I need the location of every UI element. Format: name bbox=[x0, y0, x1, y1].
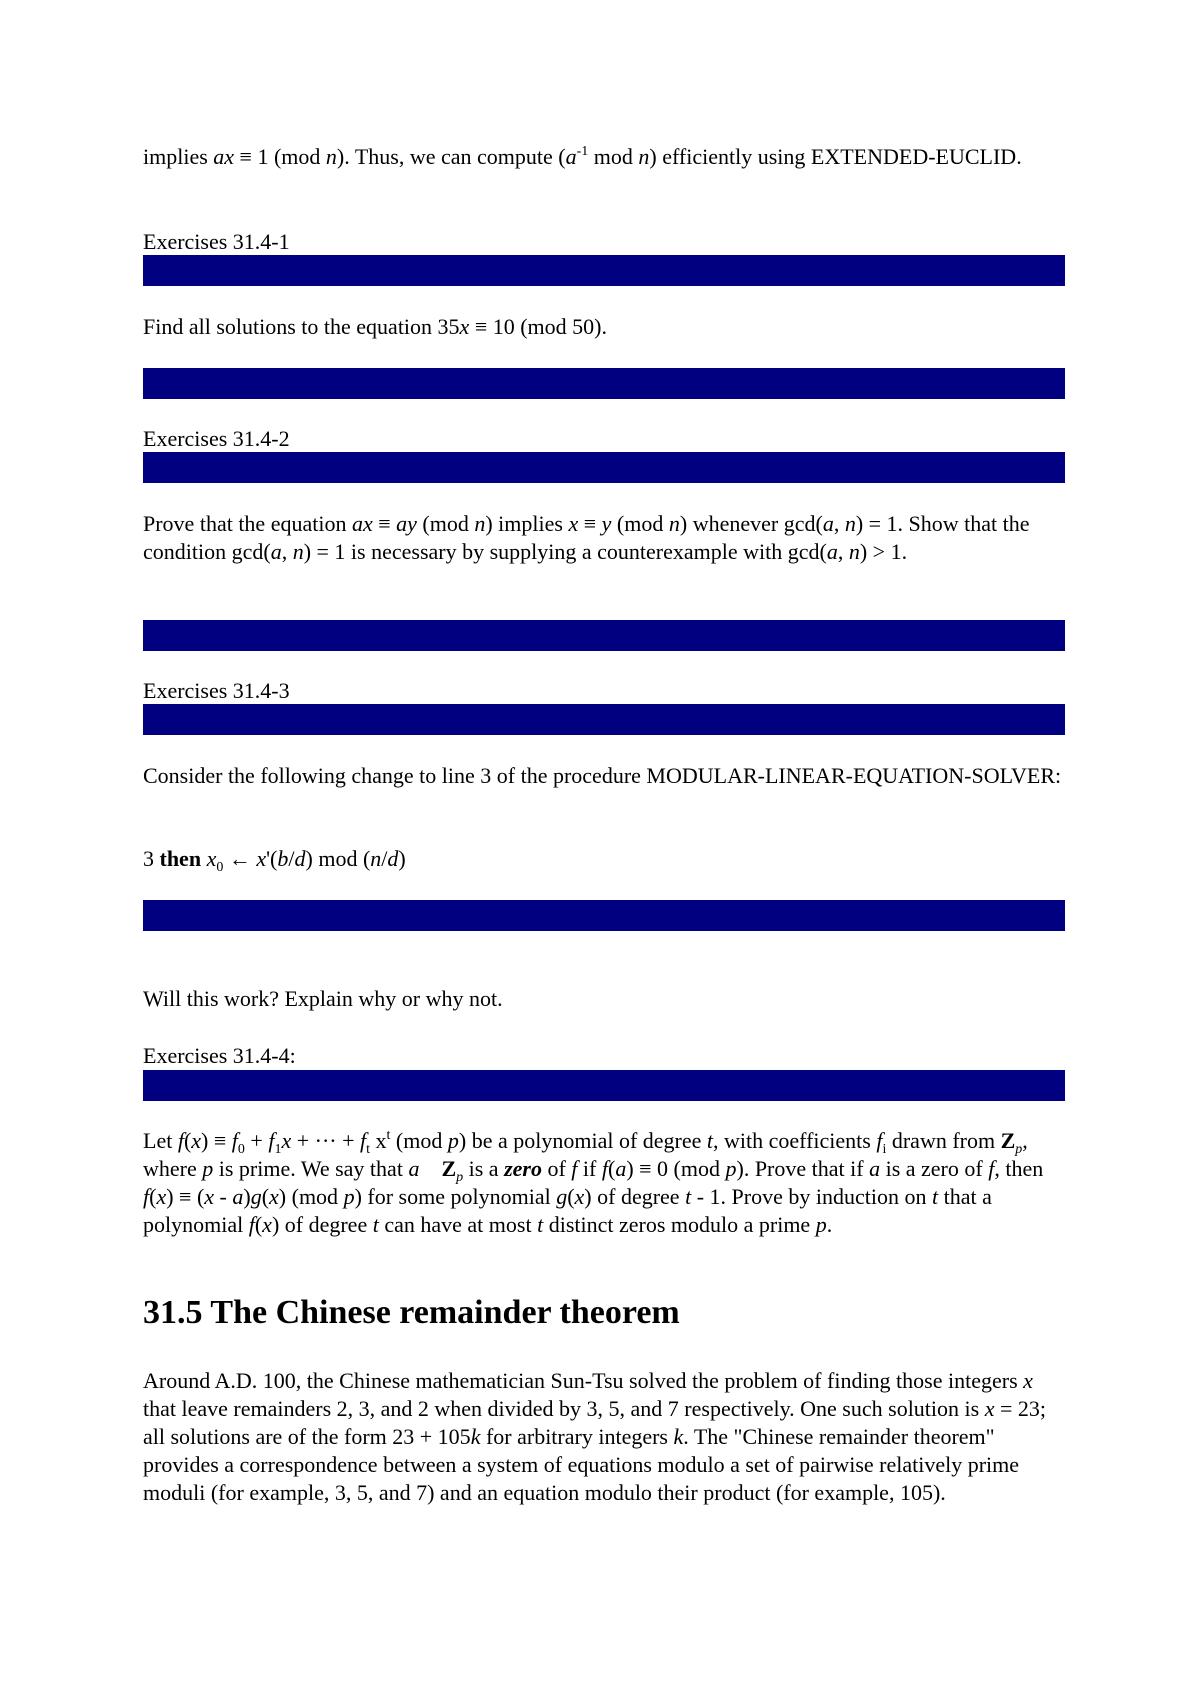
text: 3 bbox=[143, 846, 160, 871]
exercise-text-1 bbox=[143, 313, 1065, 341]
text: , bbox=[833, 511, 845, 536]
text: - 1. Prove by induction on bbox=[691, 1184, 932, 1209]
var: n bbox=[325, 144, 337, 169]
var: a bbox=[565, 144, 577, 169]
var: g bbox=[556, 1184, 568, 1209]
exercise-heading-1: Exercises 31.4-1 bbox=[143, 229, 290, 254]
superscript: -1 bbox=[576, 144, 589, 159]
var: x bbox=[269, 1184, 279, 1209]
var: n bbox=[292, 539, 304, 564]
exercise-text-2 bbox=[143, 510, 1065, 566]
text: ) bbox=[243, 1184, 251, 1209]
subscript: 1 bbox=[274, 1142, 282, 1157]
text: , bbox=[281, 539, 293, 564]
text: , where bbox=[143, 1128, 1028, 1181]
var: x bbox=[156, 1184, 167, 1209]
text: ) for some polynomial bbox=[354, 1184, 557, 1209]
text: x bbox=[370, 1128, 387, 1153]
text: ( bbox=[149, 1184, 157, 1209]
var: t bbox=[931, 1184, 939, 1209]
text: + ··· + bbox=[291, 1128, 361, 1153]
section-bar bbox=[143, 452, 1065, 483]
var: f bbox=[231, 1128, 238, 1153]
text: ) be a polynomial of degree bbox=[458, 1128, 707, 1153]
text: ≡ 1 (mod bbox=[234, 144, 326, 169]
var: x bbox=[204, 1184, 215, 1209]
text: that a polynomial bbox=[143, 1184, 992, 1237]
text: / bbox=[381, 846, 388, 871]
var: x bbox=[281, 1128, 292, 1153]
var: x bbox=[256, 846, 267, 871]
section-paragraph bbox=[143, 1367, 1065, 1507]
exercise-text-4 bbox=[143, 1127, 1065, 1239]
text: of bbox=[541, 1156, 572, 1181]
var: a bbox=[615, 1156, 627, 1181]
var: p bbox=[202, 1156, 214, 1181]
var: p bbox=[343, 1184, 355, 1209]
text: Find all solutions to the equation 35 bbox=[143, 314, 460, 339]
text bbox=[419, 1156, 441, 1181]
section-bar bbox=[143, 704, 1065, 735]
var: x bbox=[206, 846, 217, 871]
var: n bbox=[474, 511, 486, 536]
text: (mod bbox=[390, 1128, 448, 1153]
var: a bbox=[408, 1156, 420, 1181]
text: (mod bbox=[611, 511, 669, 536]
var: f bbox=[268, 1128, 275, 1153]
var: a bbox=[822, 511, 834, 536]
var: f bbox=[876, 1128, 883, 1153]
var: y bbox=[601, 511, 612, 536]
text: / bbox=[288, 846, 295, 871]
var: k bbox=[470, 1424, 481, 1449]
text: ) of degree bbox=[271, 1212, 373, 1237]
section-bar bbox=[143, 255, 1065, 286]
text: = 23; all solutions are of the form 23 + 105 bbox=[143, 1396, 1047, 1449]
text: ( bbox=[608, 1156, 616, 1181]
var: x bbox=[262, 1212, 272, 1237]
text: ( bbox=[567, 1184, 575, 1209]
var: f bbox=[360, 1128, 367, 1153]
var: n bbox=[638, 144, 650, 169]
text: that leave remainders 2, 3, and 2 when divided by 3, 5, and 7 respectively. One such solution is bbox=[143, 1396, 985, 1421]
var: x bbox=[568, 511, 579, 536]
var: n bbox=[370, 846, 382, 871]
var: f bbox=[571, 1156, 578, 1181]
text: is prime. We say that bbox=[213, 1156, 409, 1181]
set-symbol: Z bbox=[441, 1156, 457, 1181]
text: Let bbox=[143, 1128, 178, 1153]
text: , with coefficients bbox=[713, 1128, 877, 1153]
text: distinct zeros modulo a prime bbox=[543, 1212, 816, 1237]
var: f bbox=[177, 1128, 184, 1153]
text: ) = 1 is necessary by supplying a counterexample with gcd( bbox=[303, 539, 827, 564]
exercise-heading-4: Exercises 31.4-4: bbox=[143, 1043, 296, 1068]
var: t bbox=[537, 1212, 544, 1237]
text: ) ≡ bbox=[201, 1128, 232, 1153]
var: d bbox=[387, 846, 399, 871]
text: ) bbox=[398, 846, 406, 871]
text: ≡ bbox=[578, 511, 602, 536]
var: x bbox=[984, 1396, 995, 1421]
exercise-text-3: Consider the following change to line 3 of the procedure MODULAR-LINEAR-EQUATION-SOLVER: bbox=[143, 763, 1062, 788]
var: b bbox=[277, 846, 289, 871]
text: . The "Chinese remainder theorem" provides a correspondence between a system of equations modulo a set of pairwise relatively prime moduli (for example, 3, 5, and 7) and an equation modulo their product (for example, 105). bbox=[143, 1424, 1020, 1505]
text: Prove that the equation bbox=[143, 511, 352, 536]
text: ( bbox=[261, 1184, 270, 1209]
text: ). Prove that if bbox=[736, 1156, 870, 1181]
var: p bbox=[447, 1128, 459, 1153]
section-title: 31.5 The Chinese remainder theorem bbox=[143, 1294, 680, 1331]
text: ) mod ( bbox=[305, 846, 371, 871]
text: - bbox=[214, 1184, 233, 1209]
text: ) implies bbox=[485, 511, 569, 536]
var: a bbox=[232, 1184, 244, 1209]
var: x bbox=[191, 1128, 202, 1153]
var: a bbox=[826, 539, 838, 564]
text: ) ≡ ( bbox=[166, 1184, 205, 1209]
text: , bbox=[837, 539, 849, 564]
var: g bbox=[250, 1184, 262, 1209]
text: (mod bbox=[416, 511, 475, 536]
superscript: t bbox=[386, 1128, 391, 1143]
section-bar bbox=[143, 368, 1065, 399]
var: t bbox=[706, 1128, 714, 1153]
text: ) of degree bbox=[584, 1184, 686, 1209]
text: Around A.D. 100, the Chinese mathematician Sun-Tsu solved the problem of finding those integers bbox=[143, 1368, 1024, 1393]
var: ax bbox=[213, 144, 235, 169]
var: n bbox=[848, 539, 860, 564]
var: ax bbox=[351, 511, 373, 536]
text: ) whenever gcd( bbox=[679, 511, 823, 536]
text: . bbox=[826, 1212, 833, 1237]
subscript: 0 bbox=[216, 860, 224, 875]
text: is a bbox=[463, 1156, 505, 1181]
text: ) efficiently using EXTENDED-EUCLID. bbox=[649, 144, 1022, 169]
exercise-heading-3: Exercises 31.4-3 bbox=[143, 678, 290, 703]
var: f bbox=[988, 1156, 995, 1181]
text: + bbox=[244, 1128, 269, 1153]
var: p bbox=[815, 1212, 827, 1237]
subscript: i bbox=[882, 1142, 887, 1157]
intro-paragraph bbox=[143, 143, 1065, 171]
text: ≡ 10 (mod 50). bbox=[469, 314, 607, 339]
var: d bbox=[294, 846, 306, 871]
var: x bbox=[459, 314, 470, 339]
var: a bbox=[270, 539, 282, 564]
section-bar bbox=[143, 620, 1065, 651]
text: ) = 1. Show that the condition gcd( bbox=[143, 511, 1030, 564]
keyword: then bbox=[159, 846, 202, 871]
text: , then bbox=[994, 1156, 1044, 1181]
var: ay bbox=[396, 511, 417, 536]
text: ) (mod bbox=[278, 1184, 344, 1209]
text: ← bbox=[223, 846, 257, 871]
text: if bbox=[577, 1156, 602, 1181]
subscript: p bbox=[1015, 1142, 1023, 1157]
exercise-heading-2: Exercises 31.4-2 bbox=[143, 426, 290, 451]
var: a bbox=[869, 1156, 881, 1181]
text: ). Thus, we can compute ( bbox=[336, 144, 566, 169]
subscript: p bbox=[456, 1170, 464, 1185]
section-bar bbox=[143, 1070, 1065, 1101]
var: x bbox=[1023, 1368, 1033, 1393]
var: f bbox=[601, 1156, 608, 1181]
var: x bbox=[574, 1184, 585, 1209]
text: drawn from bbox=[886, 1128, 1001, 1153]
text: ( bbox=[254, 1212, 263, 1237]
var: t bbox=[685, 1184, 692, 1209]
var: f bbox=[143, 1184, 150, 1209]
var: p bbox=[725, 1156, 737, 1181]
text: is a zero of bbox=[880, 1156, 989, 1181]
text: ≡ bbox=[372, 511, 397, 536]
text: can have at most bbox=[378, 1212, 538, 1237]
var: t bbox=[372, 1212, 379, 1237]
text: implies bbox=[143, 144, 214, 169]
text: for arbitrary integers bbox=[480, 1424, 674, 1449]
text: mod bbox=[588, 144, 639, 169]
set-symbol: Z bbox=[1000, 1128, 1016, 1153]
subscript: t bbox=[366, 1142, 371, 1157]
var: n bbox=[844, 511, 856, 536]
var: f bbox=[248, 1212, 255, 1237]
code-line bbox=[143, 845, 1065, 873]
var: n bbox=[668, 511, 680, 536]
exercise-question: Will this work? Explain why or why not. bbox=[143, 986, 503, 1011]
subscript: 0 bbox=[237, 1142, 245, 1157]
text: ( bbox=[183, 1128, 192, 1153]
section-bar bbox=[143, 900, 1065, 931]
text: ) > 1. bbox=[859, 539, 908, 564]
term: zero bbox=[504, 1156, 542, 1181]
text: '( bbox=[266, 846, 278, 871]
var: k bbox=[673, 1424, 684, 1449]
text: ) ≡ 0 (mod bbox=[626, 1156, 726, 1181]
